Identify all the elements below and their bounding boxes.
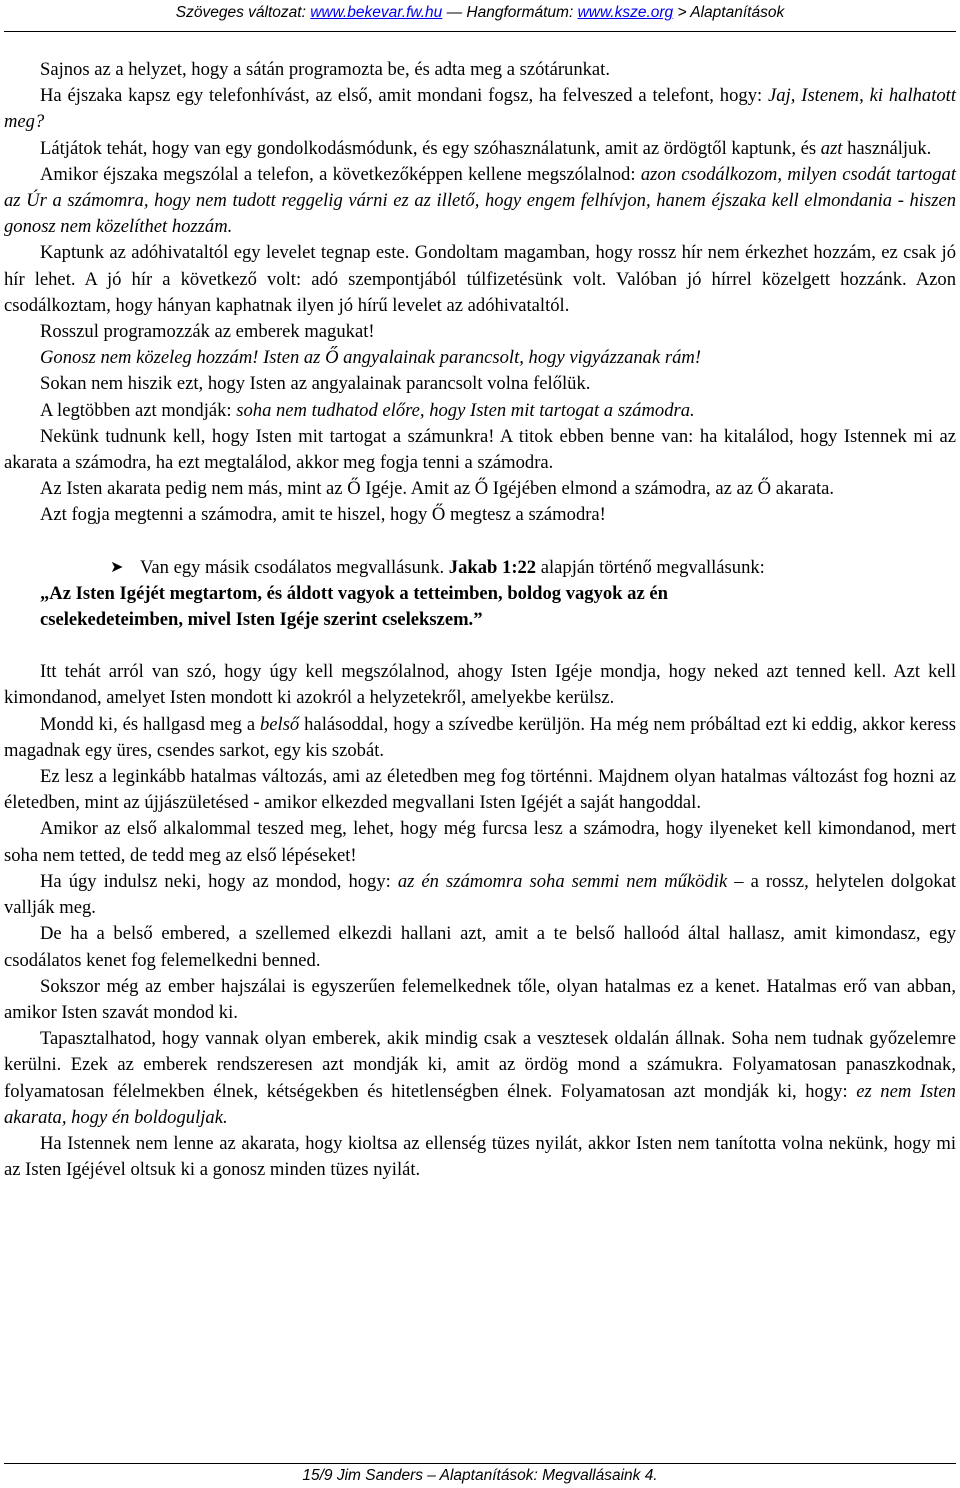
- paragraph: Azt fogja megtenni a számodra, amit te hiszel, hogy Ő megtesz a számodra!: [40, 504, 606, 526]
- paragraph: Amikor éjszaka megszólal a telefon, a következőképpen kellene megszólalnod: azon csodálkozom, milyen csodát tartogat az Úr a számomra, hogy nem tudott reggelig várni ez az illető, hogy engem felhívjon, hanem éjszaka kell elmondania - hiszen gonosz nem közelíthet hozzám.: [4, 163, 956, 238]
- confession-quote-line: „Az Isten Igéjét megtartom, és áldott vagyok a tetteimben, boldog vagyok az én: [40, 582, 668, 604]
- paragraph: Sokan nem hiszik ezt, hogy Isten az angyalainak parancsolt volna felőlük.: [40, 373, 591, 395]
- page-header: [0, 0, 960, 32]
- confession-quote-line: cselekedeteimben, mivel Isten Igéje szerint cselekszem.”: [40, 609, 483, 631]
- paragraph: De ha a belső embered, a szellemed elkezdi hallani azt, amit a te belső halloód által hallasz, amit kimondasz, egy csodálatos kenet fog felemelkedni benned.: [4, 923, 956, 971]
- paragraph: Amikor az első alkalommal teszed meg, lehet, hogy még furcsa lesz a számodra, hogy ilyeneket kell kimondanod, mert soha nem tetted, de tedd meg az első lépéseket!: [4, 818, 956, 866]
- paragraph: Látjátok tehát, hogy van egy gondolkodásmódunk, és egy szóhasználatunk, amit az ördögtől kaptunk, és azt használjuk.: [40, 137, 932, 159]
- spacer: [4, 633, 956, 659]
- paragraph: Kaptunk az adóhivataltól egy levelet tegnap este. Gondoltam magamban, hogy rossz hír nem érkezhet hozzám, ez csak jó hír lehet. A jó hír a következő volt: adó szempontjából túlfizetésünk volt. Valóban jó hírrel közelgett hozzánk. Azon csodálkoztam, hogy hányan kaphatnak ilyen jó hírű levelet az adóhivataltól.: [4, 242, 956, 316]
- paragraph: Gonosz nem közeleg hozzám! Isten az Ő angyalainak parancsolt, hogy vigyázzanak rám!: [40, 347, 702, 369]
- spacer: [4, 529, 956, 555]
- paragraph: Itt tehát arról van szó, hogy úgy kell megszólalnod, ahogy Isten Igéje mondja, hogy neked azt tenned kell. Azt kell kimondanod, amelyet Isten mondott ki azokról a helyzetekről, amelyekbe kerülsz.: [4, 661, 956, 709]
- header-suffix: > Alaptanítások: [673, 4, 785, 21]
- paragraph: Sokszor még az ember hajszálai is egyszerűen felemelkednek tőle, olyan hatalmas ez a kenet. Hatalmas erő van abban, amikor Isten szavát mondod ki.: [4, 975, 956, 1023]
- header-divider: [4, 31, 956, 32]
- paragraph: Rosszul programozzák az emberek magukat!: [40, 321, 375, 343]
- paragraph: Ez lesz a leginkább hatalmas változás, ami az életedben meg fog történni. Majdnem olyan hatalmas változást fog hozni az életedben, mint az újjászületésed - amikor elkezded megvallani Isten Igéjét a saját hangoddal.: [4, 766, 956, 814]
- footer-divider: [4, 1463, 956, 1464]
- paragraph: Tapasztalhatod, hogy vannak olyan emberek, akik mindig csak a vesztesek oldalán állnak. Soha nem tudnak győzelemre kerülni. Ezek az emberek rendszeresen azt mondják ki, amit az ördög mond a számukra. Folyamatosan panaszkodnak, folyamatosan félelmekben élnek, kétségekben és hitetlenségben élnek. Folyamatosan azt mondják ki, hogy: ez nem Isten akarata, hogy én boldoguljak.: [4, 1028, 956, 1128]
- paragraph: Az Isten akarata pedig nem más, mint az Ő Igéje. Amit az Ő Igéjében elmond a számodra, az az Ő akarata.: [40, 478, 835, 500]
- bullet-item: ➤ Van egy másik csodálatos megvallásunk. Jakab 1:22 alapján történő megvallásunk:: [4, 555, 956, 581]
- paragraph: Nekünk tudnunk kell, hogy Isten mit tartogat a számunkra! A titok ebben benne van: ha kitalálod, hogy Istennek mi az akarata a számodra, ha ezt megtalálod, akkor meg fogja tenni a számodra.: [4, 425, 956, 474]
- page-footer: 15/9 Jim Sanders – Alaptanítások: Megvallásaink 4.: [302, 1467, 658, 1484]
- header-link-bekevar[interactable]: www.bekevar.fw.hu: [310, 4, 443, 21]
- header-link-ksze[interactable]: www.ksze.org: [577, 4, 674, 21]
- paragraph: Mondd ki, és hallgasd meg a belső halásoddal, hogy a szívedbe kerüljön. Ha még nem próbáltad ezt ki eddig, akkor keress magadnak egy üres, csendes sarkot, egy kis szobát.: [4, 713, 956, 761]
- paragraph: Sajnos az a helyzet, hogy a sátán programozta be, és adta meg a szótárunkat.: [40, 59, 610, 80]
- document-body: [4, 57, 956, 1183]
- paragraph: Ha éjszaka kapsz egy telefonhívást, az első, amit mondani fogsz, ha felveszed a telefont, hogy: Jaj, Istenem, ki halhatott meg?: [4, 85, 956, 133]
- arrow-bullet-icon: ➤: [110, 558, 124, 576]
- header-prefix: Szöveges változat:: [175, 4, 311, 21]
- paragraph: Ha úgy indulsz neki, hogy az mondod, hogy: az én számomra soha semmi nem működik – a rossz, helytelen dolgokat vallják meg.: [4, 870, 956, 919]
- paragraph: Ha Istennek nem lenne az akarata, hogy kioltsa az ellenség tüzes nyilát, akkor Isten nem tanította volna nekünk, hogy mi az Isten Igéjével oltsuk ki a gonosz minden tüzes nyilát.: [4, 1132, 956, 1181]
- paragraph: A legtöbben azt mondják: soha nem tudhatod előre, hogy Isten mit tartogat a számodra.: [40, 399, 695, 421]
- header-mid: — Hangformátum:: [442, 4, 578, 21]
